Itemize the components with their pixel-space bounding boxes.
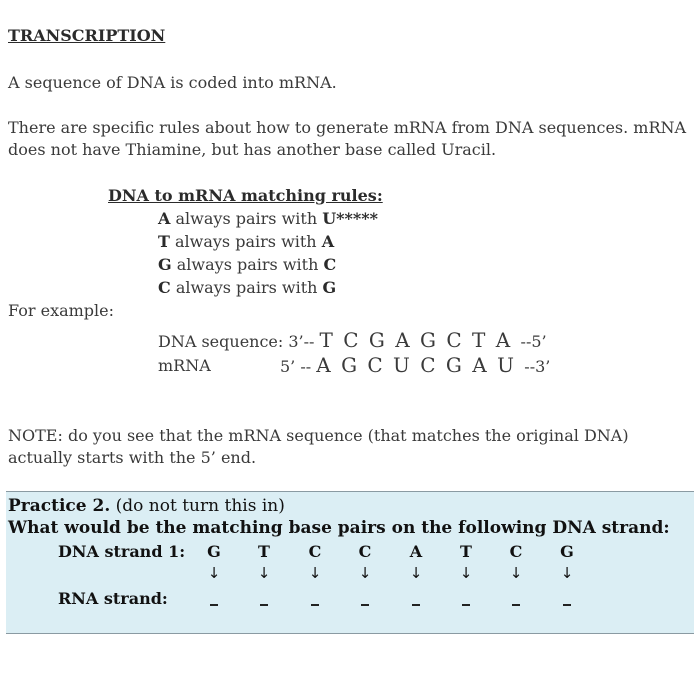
mrna-sequence-end: --3’ <box>524 357 551 376</box>
mrna-sequence-row <box>280 353 550 377</box>
rule-dna-base: T <box>158 232 170 251</box>
practice-title <box>8 496 285 516</box>
rna-answer-blank[interactable] <box>311 604 319 606</box>
rule-g <box>158 255 336 274</box>
mrna-sequence-bases: A G C U C G A U <box>316 353 525 377</box>
down-arrow-icon: ↓ <box>560 564 574 582</box>
dna-strand-base: T <box>258 542 270 561</box>
dna-strand-base: C <box>308 542 322 561</box>
rna-answer-blank[interactable] <box>260 604 268 606</box>
intro-paragraph: A sequence of DNA is coded into mRNA. <box>8 73 337 92</box>
rule-text: always pairs with <box>171 255 324 274</box>
rule-dna-base: A <box>158 209 171 228</box>
dna-strand-base: G <box>560 542 574 561</box>
rule-text: always pairs with <box>170 278 323 297</box>
dna-strand-base: T <box>460 542 472 561</box>
down-arrow-icon: ↓ <box>308 564 322 582</box>
rule-rna-base: C <box>323 255 337 274</box>
dna-sequence-row <box>158 328 547 352</box>
rna-answer-blank[interactable] <box>462 604 470 606</box>
dna-strand-base: A <box>409 542 423 561</box>
rna-answer-blank[interactable] <box>563 604 571 606</box>
mrna-sequence-start: 5’ -- <box>280 357 312 376</box>
practice-title-rest: (do not turn this in) <box>110 496 285 516</box>
note-paragraph: NOTE: do you see that the mRNA sequence (that matches the original DNA) actually starts with the 5’ end. <box>8 426 629 467</box>
rule-rna-base: A <box>321 232 335 251</box>
dna-sequence-bases: T C G A G C T A <box>319 328 521 352</box>
example-label: For example: <box>8 301 115 320</box>
dna-strand-base: G <box>207 542 221 561</box>
matching-rules-heading: DNA to mRNA matching rules: <box>108 186 383 205</box>
rule-t <box>158 232 334 251</box>
rule-dna-base: C <box>158 278 171 297</box>
dna-strand-base: C <box>358 542 372 561</box>
rna-answer-blank[interactable] <box>210 604 218 606</box>
rna-answer-blank[interactable] <box>412 604 420 606</box>
practice-question: What would be the matching base pairs on the following DNA strand: <box>8 518 670 538</box>
rule-rna-base: G <box>322 278 337 297</box>
rna-answer-blank[interactable] <box>361 604 369 606</box>
rna-answer-blank[interactable] <box>512 604 520 606</box>
rule-a <box>158 209 378 228</box>
rule-text: always pairs with <box>170 209 323 228</box>
down-arrow-icon: ↓ <box>409 564 423 582</box>
rule-dna-base: G <box>158 255 172 274</box>
dna-sequence-end: --5’ <box>520 332 547 351</box>
rule-c <box>158 278 336 297</box>
dna-strand-label: DNA strand 1: <box>58 542 186 561</box>
down-arrow-icon: ↓ <box>509 564 523 582</box>
page-title: TRANSCRIPTION <box>8 26 166 45</box>
rule-text: always pairs with <box>169 232 322 251</box>
practice-title-bold: Practice 2. <box>8 496 111 516</box>
rule-rna-base: U***** <box>322 209 379 228</box>
down-arrow-icon: ↓ <box>358 564 372 582</box>
down-arrow-icon: ↓ <box>207 564 221 582</box>
mrna-label: mRNA <box>158 356 211 375</box>
rules-paragraph: There are specific rules about how to generate mRNA from DNA sequences. mRNA does not have Thiamine, but has another base called Uracil. <box>8 118 687 159</box>
down-arrow-icon: ↓ <box>257 564 271 582</box>
dna-sequence-label: DNA sequence: 3’-- <box>158 332 320 351</box>
dna-strand-base: C <box>509 542 523 561</box>
rna-strand-label: RNA strand: <box>58 589 168 608</box>
down-arrow-icon: ↓ <box>459 564 473 582</box>
